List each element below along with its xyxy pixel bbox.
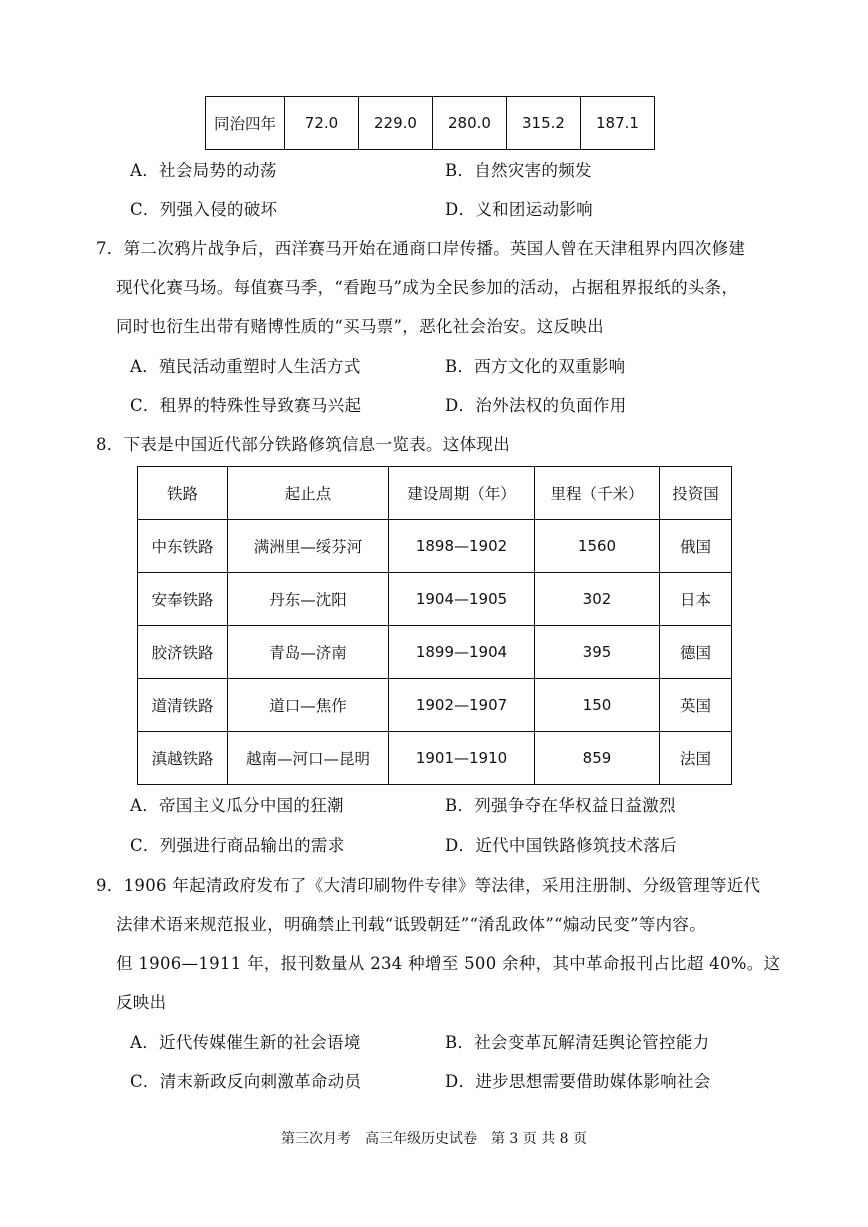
q7-option-a: A．殖民活动重塑时人生活方式 (130, 357, 361, 376)
q6-option-d: D．义和团运动影响 (445, 200, 593, 219)
table-cell: 302 (535, 573, 660, 626)
page-footer: 第三次月考 高三年级历史试卷 第 3 页 共 8 页 (280, 1131, 588, 1147)
q6-option-c: C．列强入侵的破坏 (130, 200, 278, 219)
table-cell: 道清铁路 (138, 679, 228, 732)
table-row (138, 626, 732, 679)
q9-option-a: A．近代传媒催生新的社会语境 (130, 1033, 361, 1052)
table-row (138, 679, 732, 732)
q9-stem-line3: 但 1906—1911 年，报刊数量从 234 种增至 500 余种，其中革命报刊占比超 40%。这 (116, 954, 781, 973)
q7-option-c: C．租界的特殊性导致赛马兴起 (130, 396, 362, 415)
table-cell: 1898—1902 (389, 520, 535, 573)
table-cell: 同治四年 (206, 97, 285, 150)
q6-option-a: A．社会局势的动荡 (130, 161, 277, 180)
q9-stem-line2: 法律术语来规范报业，明确禁止刊载“诋毁朝廷”“淆乱政体”“煽动民变”等内容。 (116, 915, 707, 934)
table-cell: 150 (535, 679, 660, 732)
q9-option-c: C．清末新政反向刺激革命动员 (130, 1072, 362, 1091)
table-header-cell: 投资国 (660, 467, 732, 520)
q8-option-a: A．帝国主义瓜分中国的狂潮 (130, 796, 344, 815)
table-row (206, 97, 655, 150)
table-cell: 859 (535, 732, 660, 785)
table-cell: 1560 (535, 520, 660, 573)
table-row (138, 573, 732, 626)
table-cell: 青岛—济南 (228, 626, 389, 679)
q9-stem-line4: 反映出 (116, 993, 167, 1012)
q7-stem-line1: 7．第二次鸦片战争后，西洋赛马开始在通商口岸传播。英国人曾在天津租界内四次修建 (96, 239, 746, 258)
table-cell: 187.1 (581, 97, 655, 150)
table-header-cell: 建设周期（年） (389, 467, 535, 520)
table-cell: 72.0 (285, 97, 359, 150)
table-header-cell: 铁路 (138, 467, 228, 520)
table-cell: 1899—1904 (389, 626, 535, 679)
q9-option-d: D．进步思想需要借助媒体影响社会 (445, 1072, 711, 1091)
q8-stem: 8．下表是中国近代部分铁路修筑信息一览表。这体现出 (96, 435, 510, 454)
q7-stem-line3: 同时也衍生出带有赌博性质的“买马票”，恶化社会治安。这反映出 (116, 317, 604, 336)
table-cell: 丹东—沈阳 (228, 573, 389, 626)
table-cell: 胶济铁路 (138, 626, 228, 679)
table-cell: 229.0 (359, 97, 433, 150)
table-cell: 满洲里—绥芬河 (228, 520, 389, 573)
table-cell: 395 (535, 626, 660, 679)
table-cell: 280.0 (433, 97, 507, 150)
table-row (138, 520, 732, 573)
table-cell: 俄国 (660, 520, 732, 573)
table-cell: 道口—焦作 (228, 679, 389, 732)
table-cell: 德国 (660, 626, 732, 679)
q6-option-b: B．自然灾害的频发 (445, 161, 592, 180)
q7-stem-line2: 现代化赛马场。每值赛马季，“看跑马”成为全民参加的活动，占据租界报纸的头条， (116, 278, 739, 297)
railway-table (137, 466, 732, 785)
q8-option-c: C．列强进行商品输出的需求 (130, 836, 345, 855)
table-cell: 1904—1905 (389, 573, 535, 626)
q8-option-b: B．列强争夺在华权益日益激烈 (445, 796, 676, 815)
table-cell: 1901—1910 (389, 732, 535, 785)
table-header-cell: 起止点 (228, 467, 389, 520)
table-cell: 日本 (660, 573, 732, 626)
q7-option-d: D．治外法权的负面作用 (445, 396, 627, 415)
table-header-row (138, 467, 732, 520)
q8-option-d: D．近代中国铁路修筑技术落后 (445, 836, 677, 855)
table-cell: 越南—河口—昆明 (228, 732, 389, 785)
top-data-table (205, 96, 655, 150)
table-cell: 英国 (660, 679, 732, 732)
q9-option-b: B．社会变革瓦解清廷舆论管控能力 (445, 1033, 710, 1052)
table-cell: 1902—1907 (389, 679, 535, 732)
q9-stem-line1: 9．1906 年起清政府发布了《大清印刷物件专律》等法律，采用注册制、分级管理等近代 (96, 876, 761, 895)
table-cell: 安奉铁路 (138, 573, 228, 626)
table-row (138, 732, 732, 785)
table-cell: 中东铁路 (138, 520, 228, 573)
table-cell: 滇越铁路 (138, 732, 228, 785)
q7-option-b: B．西方文化的双重影响 (445, 357, 626, 376)
table-cell: 法国 (660, 732, 732, 785)
table-header-cell: 里程（千米） (535, 467, 660, 520)
table-cell: 315.2 (507, 97, 581, 150)
